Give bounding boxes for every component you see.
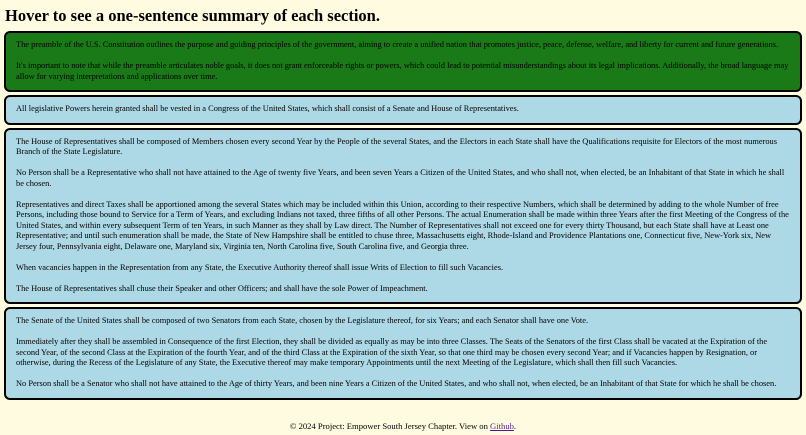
footer-text: © 2024 Project: Empower South Jersey Chapter. View on (289, 421, 491, 431)
section-paragraph: When vacancies happen in the Representation from any State, the Executive Authority thereof shall issue Writs of Election to fill such Vacancies. (16, 262, 504, 272)
footer-suffix: . (513, 421, 517, 431)
github-link[interactable]: Github (490, 421, 514, 431)
section-paragraph: The House of Representatives shall chuse their Speaker and other Officers; and shall have the sole Power of Impeachment. (16, 283, 428, 293)
section-preamble[interactable] (4, 31, 802, 92)
footer (0, 417, 806, 435)
section-paragraph: It's important to note that while the preamble articulates noble goals, it does not grant enforceable rights or powers, which could lead to potential misunderstandings about its legal implications. Additionally, the broad language may allow for varying interpretations and applications over time. (16, 61, 789, 81)
section-paragraph: The preamble of the U.S. Constitution outlines the purpose and guiding principles of the government, aiming to create a unified nation that promotes justice, peace, defense, welfare, and liberty for current and future generations. (16, 40, 779, 49)
section-paragraph: Representatives and direct Taxes shall be apportioned among the several States which may be included within this Union, according to their respective Numbers, which shall be determined by adding to the whole Number of free Persons, including those bound to Service for a Term of Years, and excluding Indians not taxed, three fifths of all other Persons. The actual Enumeration shall be made within three Years after the first Meeting of the Congress of the United States, and within every subsequent Term of ten Years, in such Manner as they shall by Law direct. The Number of Representatives shall not exceed one for every thirty Thousand, but each State shall have at Least one Representative; and until such enumeration shall be made, the State of New Hampshire shall be entitled to chuse three, Massachusetts eight, Rhode-Island and Providence Plantations one, Connecticut five, New-York six, New Jersey four, Pennsylvania eight, Delaware one, Maryland six, Virginia ten, North Carolina five, South Carolina five, and Georgia three. (16, 199, 789, 251)
section-article-1-section-2[interactable] (4, 128, 802, 305)
page-title: Hover to see a one-sentence summary of each section. (5, 6, 380, 25)
section-paragraph: No Person shall be a Representative who shall not have attained to the Age of twenty five Years, and been seven Years a Citizen of the United States, and who shall not, when elected, be an Inhabitant of that State in which he shall be chosen. (16, 168, 785, 188)
section-paragraph: All legislative Powers herein granted shall be vested in a Congress of the United States, which shall consist of a Senate and House of Representatives. (16, 104, 519, 113)
section-paragraph: No Person shall be a Senator who shall not have attained to the Age of thirty Years, and been nine Years a Citizen of the United States, and who shall not, when elected, be an Inhabitant of that State for which he shall be chosen. (16, 379, 777, 388)
section-paragraph: The House of Representatives shall be composed of Members chosen every second Year by the People of the several States, and the Electors in each State shall have the Qualifications requisite for Electors of the most numerous Branch of the State Legislature. (16, 136, 777, 156)
section-article-1-section-1[interactable] (4, 95, 802, 125)
sections-list (4, 31, 802, 403)
section-paragraph: Immediately after they shall be assembled in Consequence of the first Election, they shall be divided as equally as may be into three Classes. The Seats of the Senators of the first Class shall be vacated at the Expiration of the second Year, of the second Class at the Expiration of the fourth Year, and of the third Class at the Expiration of the sixth Year, so that one third may be chosen every second Year; and if Vacancies happen by Resignation, or otherwise, during the Recess of the Legislature of any State, the Executive thereof may make temporary Appointments until the next Meeting of the Legislature, which shall then fill such Vacancies. (16, 337, 768, 367)
section-article-1-section-3[interactable] (4, 307, 802, 400)
section-paragraph: The Senate of the United States shall be composed of two Senators from each State, chosen by the Legislature thereof, for six Years; and each Senator shall have one Vote. (16, 316, 589, 325)
